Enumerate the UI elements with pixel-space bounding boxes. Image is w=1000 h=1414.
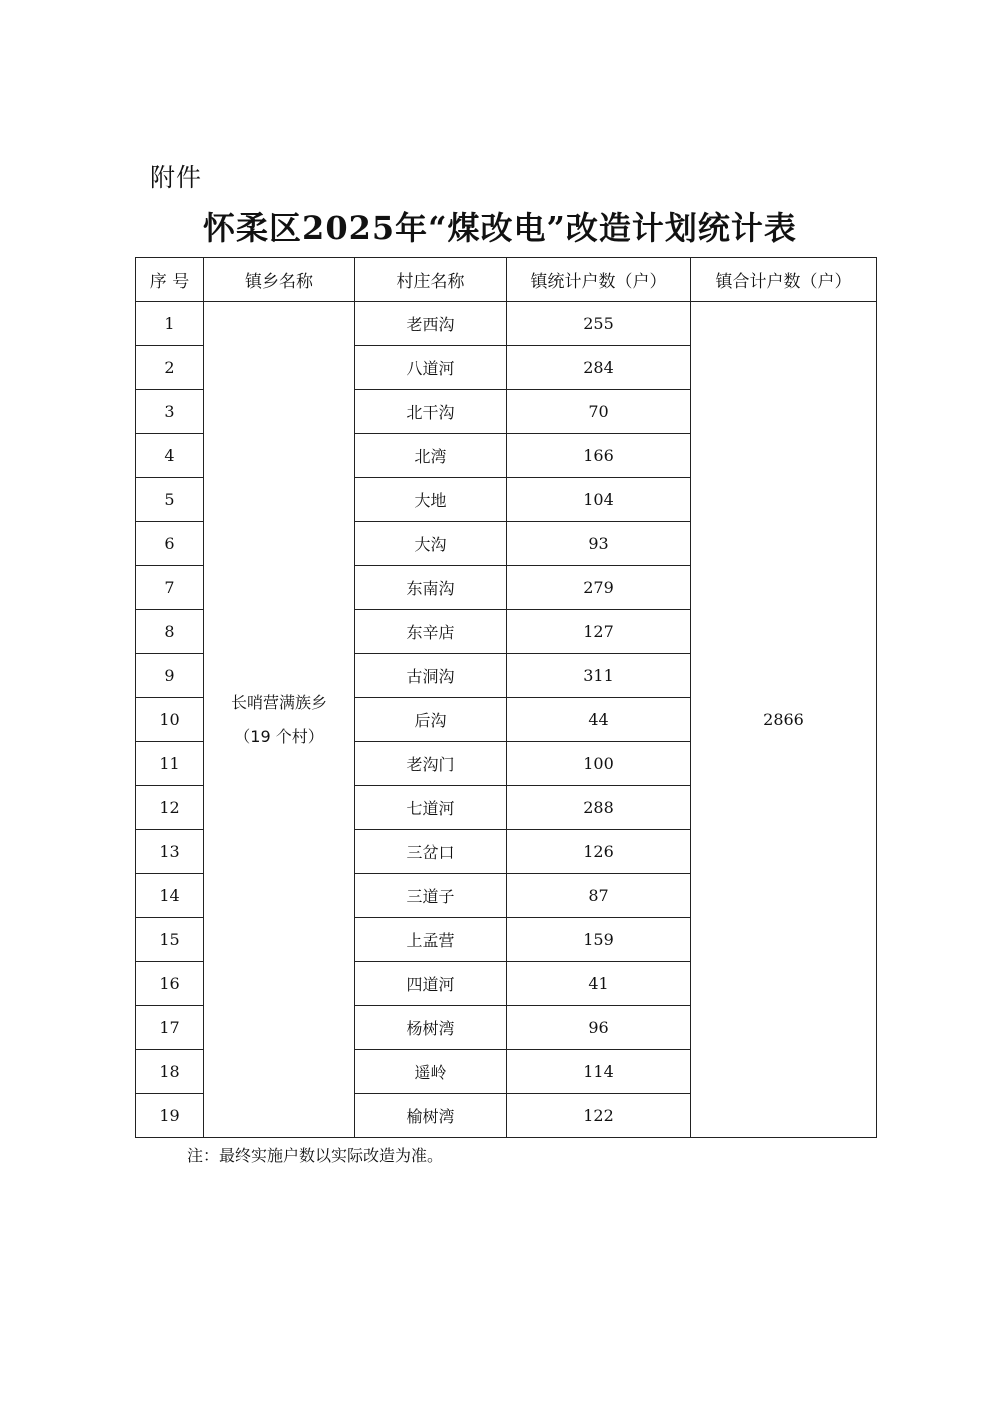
village-households-cell: 122 xyxy=(507,1094,691,1138)
village-name-cell: 八道河 xyxy=(355,346,507,390)
village-name-cell: 三岔口 xyxy=(355,830,507,874)
village-households-cell: 159 xyxy=(507,918,691,962)
serial-number-cell: 15 xyxy=(136,918,204,962)
serial-number-cell: 4 xyxy=(136,434,204,478)
village-households-cell: 166 xyxy=(507,434,691,478)
village-households-cell: 41 xyxy=(507,962,691,1006)
serial-number-cell: 18 xyxy=(136,1050,204,1094)
serial-number-cell: 8 xyxy=(136,610,204,654)
town-village-count: （19 个村） xyxy=(234,726,324,746)
serial-number-cell: 10 xyxy=(136,698,204,742)
village-name-cell: 大地 xyxy=(355,478,507,522)
village-name-cell: 后沟 xyxy=(355,698,507,742)
serial-number-cell: 12 xyxy=(136,786,204,830)
village-name-cell: 四道河 xyxy=(355,962,507,1006)
serial-number-cell: 1 xyxy=(136,302,204,346)
serial-number-cell: 6 xyxy=(136,522,204,566)
village-households-cell: 288 xyxy=(507,786,691,830)
village-households-cell: 96 xyxy=(507,1006,691,1050)
village-households-cell: 284 xyxy=(507,346,691,390)
village-name-cell: 老沟门 xyxy=(355,742,507,786)
village-households-cell: 279 xyxy=(507,566,691,610)
village-households-cell: 255 xyxy=(507,302,691,346)
serial-number-cell: 17 xyxy=(136,1006,204,1050)
footnote: 注：最终实施户数以实际改造为准。 xyxy=(187,1146,444,1165)
village-name-cell: 东辛店 xyxy=(355,610,507,654)
serial-number-cell: 2 xyxy=(136,346,204,390)
village-households-cell: 87 xyxy=(507,874,691,918)
serial-number-cell: 5 xyxy=(136,478,204,522)
village-name-cell: 七道河 xyxy=(355,786,507,830)
table-row xyxy=(136,302,877,346)
attachment-label: 附件 xyxy=(150,163,203,192)
serial-number-cell: 14 xyxy=(136,874,204,918)
header-village-name: 村庄名称 xyxy=(355,258,507,302)
village-households-cell: 104 xyxy=(507,478,691,522)
village-households-cell: 126 xyxy=(507,830,691,874)
village-name-cell: 杨树湾 xyxy=(355,1006,507,1050)
table-header-row xyxy=(136,258,877,302)
village-name-cell: 老西沟 xyxy=(355,302,507,346)
village-households-cell: 311 xyxy=(507,654,691,698)
village-name-cell: 遥岭 xyxy=(355,1050,507,1094)
village-households-cell: 100 xyxy=(507,742,691,786)
village-name-cell: 北干沟 xyxy=(355,390,507,434)
village-name-cell: 大沟 xyxy=(355,522,507,566)
village-name-cell: 北湾 xyxy=(355,434,507,478)
header-town-total: 镇合计户数（户） xyxy=(691,258,877,302)
table-body xyxy=(136,302,877,1138)
village-name-cell: 榆树湾 xyxy=(355,1094,507,1138)
document-title: 怀柔区2025年“煤改电”改造计划统计表 xyxy=(203,209,797,247)
village-name-cell: 三道子 xyxy=(355,874,507,918)
village-households-cell: 44 xyxy=(507,698,691,742)
town-total-cell: 2866 xyxy=(691,302,877,1138)
serial-number-cell: 19 xyxy=(136,1094,204,1138)
village-households-cell: 70 xyxy=(507,390,691,434)
village-name-cell: 古洞沟 xyxy=(355,654,507,698)
serial-number-cell: 3 xyxy=(136,390,204,434)
village-name-cell: 东南沟 xyxy=(355,566,507,610)
header-serial-number: 序 号 xyxy=(136,258,204,302)
header-village-households: 镇统计户数（户） xyxy=(507,258,691,302)
village-households-cell: 127 xyxy=(507,610,691,654)
town-name: 长哨营满族乡 xyxy=(230,692,327,712)
serial-number-cell: 16 xyxy=(136,962,204,1006)
header-town-name: 镇乡名称 xyxy=(204,258,355,302)
village-households-cell: 93 xyxy=(507,522,691,566)
village-households-cell: 114 xyxy=(507,1050,691,1094)
statistics-table xyxy=(135,257,877,1138)
serial-number-cell: 7 xyxy=(136,566,204,610)
village-name-cell: 上孟营 xyxy=(355,918,507,962)
town-name-cell xyxy=(204,302,355,1138)
serial-number-cell: 9 xyxy=(136,654,204,698)
serial-number-cell: 11 xyxy=(136,742,204,786)
serial-number-cell: 13 xyxy=(136,830,204,874)
